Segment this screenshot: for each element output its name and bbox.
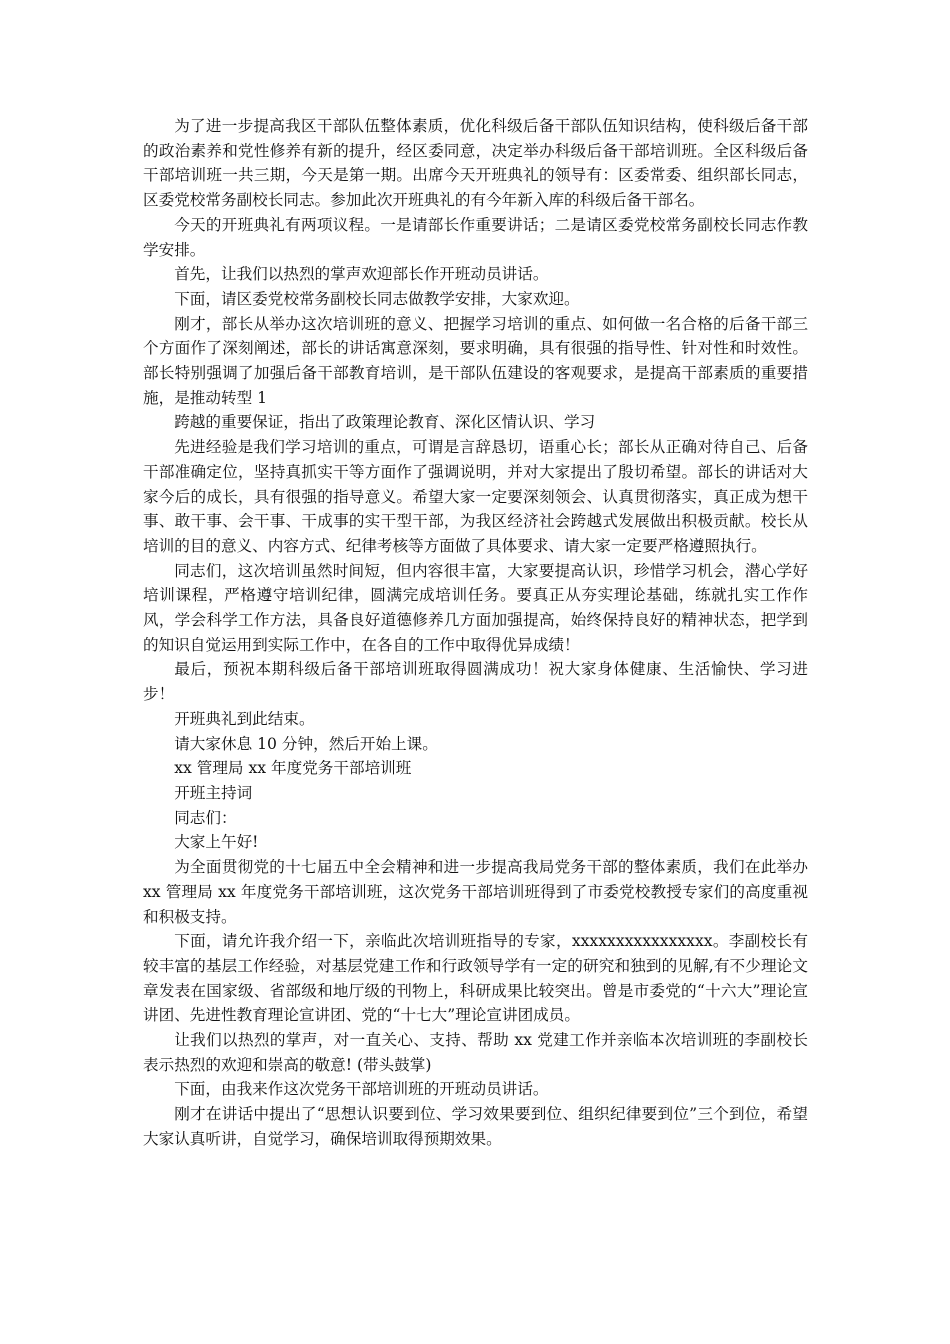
paragraph-comrades: 同志们，这次培训虽然时间短，但内容很丰富，大家要提高认识，珍惜学习机会，潜心学好培训课程，严格遵守培训纪律，圆满完成培训任务。要真正从夯实理论基础，练就扎实工作作风，学会科学工作方法，具备良好道德修养几方面加强提高，始终保持良好的精神状态，把学到的知识自觉运用到实际工作中，在各自的工作中取得优异成绩！	[143, 561, 808, 654]
paragraph-break: 请大家休息 10 分钟，然后开始上课。	[174, 734, 438, 753]
paragraph-section-subtitle: 开班主持词	[174, 783, 253, 802]
paragraph-guarantee: 跨越的重要保证，指出了政策理论教育、深化区情认识、学习	[174, 413, 596, 432]
paragraph-purpose: 为全面贯彻党的十七届五中全会精神和进一步提高我局党务干部的整体素质，我们在此举办 xx 管理局 xx 年度党务干部培训班，这次党务干部培训班得到了市委党校教授专家们的高度重视和积极支持。	[143, 858, 808, 926]
paragraph-intro: 为了进一步提高我区干部队伍整体素质，优化科级后备干部队伍知识结构，使科级后备干部的政治素养和党性修养有新的提升，经区委同意，决定举办科级后备干部培训班。全区科级后备干部培训班一共三期，今天是第一期。出席今天开班典礼的领导有：区委常委、组织部长同志，区委党校常务副校长同志。参加此次开班典礼的有今年新入库的科级后备干部名。	[143, 117, 808, 210]
paragraph-greeting: 同志们：	[174, 808, 237, 827]
paragraph-minister-summary: 刚才，部长从举办这次培训班的意义、把握学习培训的重点、如何做一名合格的后备干部三个方面作了深刻阐述，部长的讲话寓意深刻，要求明确，具有很强的指导性、针对性和时效性。部长特别强调了加强后备干部教育培训，是干部队伍建设的客观要求，是提高干部素质的重要措施，是推动转型 1	[143, 314, 808, 407]
paragraph-section-title: xx 管理局 xx 年度党务干部培训班	[174, 759, 412, 778]
paragraph-advanced-experience: 先进经验是我们学习培训的重点，可谓是言辞恳切，语重心长；部长从正确对待自己、后备干部准确定位，坚持真抓实干等方面作了强调说明，并对大家提出了殷切希望。部长的讲话对大家今后的成长，具有很强的指导意义。希望大家一定要深刻领会、认真贯彻落实，真正成为想干事、敢干事、会干事、干成事的实干型干部，为我区经济社会跨越式发展做出积极贡献。校长从培训的目的意义、内容方式、纪律考核等方面做了具体要求、请大家一定要严格遵照执行。	[143, 438, 808, 555]
paragraph-mobilization: 下面，由我来作这次党务干部培训班的开班动员讲话。	[174, 1080, 549, 1099]
document-body	[143, 114, 808, 1152]
paragraph-welcome-minister: 首先，让我们以热烈的掌声欢迎部长作开班动员讲话。	[174, 265, 549, 284]
paragraph-teaching-arrangement: 下面，请区委党校常务副校长同志做教学安排，大家欢迎。	[174, 289, 580, 308]
paragraph-wishes: 最后，预祝本期科级后备干部培训班取得圆满成功！祝大家身体健康、生活愉快、学习进步！	[143, 660, 808, 704]
paragraph-agenda: 今天的开班典礼有两项议程。一是请部长作重要讲话；二是请区委党校常务副校长同志作教学安排。	[143, 215, 808, 259]
paragraph-ceremony-end: 开班典礼到此结束。	[174, 709, 315, 728]
paragraph-three-requirements: 刚才在讲话中提出了“思想认识要到位、学习效果要到位、组织纪律要到位”三个到位，希望大家认真听讲，自觉学习，确保培训取得预期效果。	[143, 1105, 808, 1148]
paragraph-expert-intro: 下面，请允许我介绍一下，亲临此次培训班指导的专家，xxxxxxxxxxxxxxxx。李副校长有较丰富的基层工作经验，对基层党建工作和行政领导学有一定的研究和独到的见解,有不少理论文章发表在国家级、省部级和地厅级的刊物上，科研成果比较突出。曾是市委党的“十六大”理论宣讲团、先进性教育理论宣讲团、党的“十七大”理论宣讲团成员。	[143, 932, 808, 1025]
paragraph-good-morning: 大家上午好!	[174, 833, 259, 852]
paragraph-applause: 让我们以热烈的掌声，对一直关心、支持、帮助 xx 党建工作并亲临本次培训班的李副校长表示热烈的欢迎和崇高的敬意! (带头鼓掌)	[143, 1031, 808, 1074]
